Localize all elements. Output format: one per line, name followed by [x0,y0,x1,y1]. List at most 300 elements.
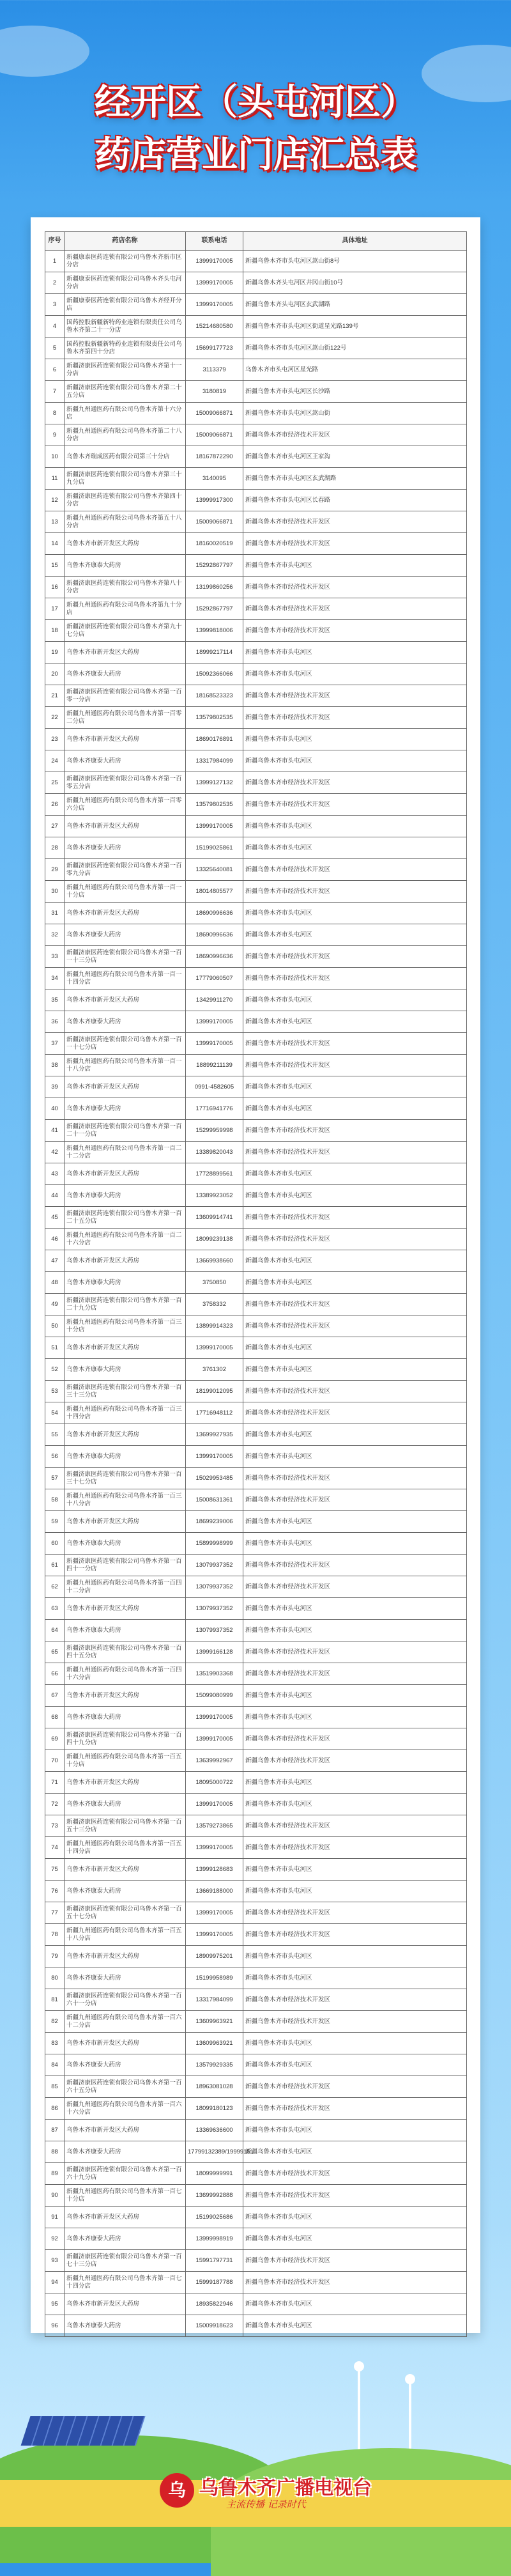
cell-address: 新疆乌鲁木齐市头屯河区 [243,2228,467,2250]
cell-phone: 18095000722 [186,1772,243,1794]
cell-address: 新疆乌鲁木齐市头屯河区长春路 [243,490,467,511]
cell-pharmacy-name: 新疆济康医药连锁有限公司乌鲁木齐第一百七十三分店 [65,2250,186,2272]
cell-pharmacy-name: 乌鲁木齐市新开发区大药房 [65,1511,186,1533]
cell-pharmacy-name: 乌鲁木齐市新开发区大药房 [65,1598,186,1620]
cell-phone: 13519903368 [186,1663,243,1685]
cell-index: 7 [45,381,65,403]
cell-phone: 0991-4582605 [186,1076,243,1098]
cell-phone: 13999170005 [186,1337,243,1359]
table-row [45,446,467,468]
logo-name: 乌鲁木齐广播电视台 [199,2477,372,2499]
cell-index: 46 [45,1229,65,1250]
cell-phone: 13999170005 [186,1033,243,1055]
cell-pharmacy-name: 乌鲁木齐市新开发区大药房 [65,1163,186,1185]
table-row [45,1555,467,1576]
cell-phone: 3180819 [186,381,243,403]
cell-index: 91 [45,2207,65,2228]
table-row [45,1967,467,1989]
table-row [45,1576,467,1598]
cell-address: 新疆乌鲁木齐市经济技术开发区 [243,424,467,446]
cell-index: 3 [45,294,65,316]
cell-address: 新疆乌鲁木齐市头屯河区 [243,1359,467,1381]
cell-address: 新疆乌鲁木齐市头屯河区 [243,1533,467,1555]
table-row [45,1859,467,1881]
cell-pharmacy-name: 新疆济康医药连锁有限公司乌鲁木齐第四十分店 [65,490,186,511]
cell-phone: 13999127132 [186,772,243,794]
cell-phone: 13999170005 [186,1011,243,1033]
cell-pharmacy-name: 乌鲁木齐市新开发区大药房 [65,1946,186,1967]
table-row [45,881,467,903]
cell-pharmacy-name: 新疆九州通医药有限公司乌鲁木齐第一百五十八分店 [65,1924,186,1946]
cell-address: 新疆乌鲁木齐市头屯河区 [243,1707,467,1728]
cell-index: 40 [45,1098,65,1120]
table-row [45,1946,467,1967]
cell-index: 86 [45,2098,65,2120]
table-row [45,2315,467,2337]
cell-address: 新疆乌鲁木齐市经济技术开发区 [243,1315,467,1337]
table-row [45,1250,467,1272]
table-row [45,1598,467,1620]
table-row [45,338,467,359]
cell-phone: 18099239138 [186,1229,243,1250]
cell-index: 42 [45,1142,65,1163]
station-logo [160,2471,370,2510]
table-row [45,924,467,946]
cell-address: 新疆乌鲁木齐市头屯河区 [243,1163,467,1185]
cell-phone: 13699927935 [186,1424,243,1446]
cell-pharmacy-name: 乌鲁木齐康泰大药房 [65,663,186,685]
cell-phone: 13999170005 [186,251,243,272]
cell-address: 新疆乌鲁木齐市头屯河区玄武湖路 [243,468,467,490]
cell-pharmacy-name: 新疆济康医药连锁有限公司乌鲁木齐第一百五十七分店 [65,1902,186,1924]
cell-address: 新疆乌鲁木齐市头屯河区 [243,642,467,663]
cell-address: 新疆乌鲁木齐市头屯河区 [243,1076,467,1098]
cell-pharmacy-name: 乌鲁木齐市新开发区大药房 [65,816,186,837]
cell-pharmacy-name: 新疆济康医药连锁有限公司乌鲁木齐第十一分店 [65,359,186,381]
cell-index: 78 [45,1924,65,1946]
cell-index: 6 [45,359,65,381]
cell-index: 68 [45,1707,65,1728]
cell-phone: 13609963921 [186,2033,243,2054]
table-row [45,1294,467,1315]
cell-index: 94 [45,2272,65,2293]
cell-index: 69 [45,1728,65,1750]
cell-pharmacy-name: 新疆九州通医药有限公司乌鲁木齐第一百二十六分店 [65,1229,186,1250]
cell-phone: 13999170005 [186,272,243,294]
cell-phone: 18014805577 [186,881,243,903]
table-row [45,251,467,272]
cell-pharmacy-name: 新疆济康医药连锁有限公司乌鲁木齐第一百零五分店 [65,772,186,794]
cell-address: 新疆乌鲁木齐市头屯河区 [243,2293,467,2315]
cell-phone: 13079937352 [186,1555,243,1576]
cell-index: 54 [45,1402,65,1424]
cell-address: 新疆乌鲁木齐市头屯河区 [243,924,467,946]
cell-address: 新疆乌鲁木齐市头屯河区 [243,903,467,924]
table-row [45,2293,467,2315]
cell-index: 76 [45,1881,65,1902]
cell-pharmacy-name: 新疆九州通医药有限公司乌鲁木齐第一百零六分店 [65,794,186,816]
table-row [45,359,467,381]
cell-address: 新疆乌鲁木齐市头屯河区 [243,1685,467,1707]
table-row [45,837,467,859]
cell-address: 新疆乌鲁木齐市头屯河区 [243,1967,467,1989]
cell-index: 39 [45,1076,65,1098]
cell-index: 33 [45,946,65,968]
cell-index: 88 [45,2141,65,2163]
cell-pharmacy-name: 新疆九州通医药有限公司乌鲁木齐第一百一十分店 [65,881,186,903]
cell-pharmacy-name: 新疆九州通医药有限公司乌鲁木齐第一百零二分店 [65,707,186,729]
cell-address: 新疆乌鲁木齐市头屯河区街道星光路139号 [243,316,467,338]
cell-pharmacy-name: 乌鲁木齐市新开发区大药房 [65,1424,186,1446]
cell-address: 新疆乌鲁木齐市经济技术开发区 [243,1294,467,1315]
cell-phone: 13999128683 [186,1859,243,1881]
cell-index: 72 [45,1794,65,1815]
cell-phone: 17799132389/19999151 [186,2141,243,2163]
cell-pharmacy-name: 新疆济康医药连锁有限公司乌鲁木齐第二十五分店 [65,381,186,403]
cell-phone: 13999917300 [186,490,243,511]
cell-index: 15 [45,555,65,577]
cell-pharmacy-name: 乌鲁木齐康泰大药房 [65,1967,186,1989]
cell-pharmacy-name: 新疆九州通医药有限公司乌鲁木齐第二十八分店 [65,424,186,446]
table-row [45,1402,467,1424]
cell-address: 新疆乌鲁木齐市经济技术开发区 [243,1489,467,1511]
cell-pharmacy-name: 新疆九州通医药有限公司乌鲁木齐第九十分店 [65,598,186,620]
cell-address: 新疆乌鲁木齐市头屯河区 [243,555,467,577]
cell-address: 新疆乌鲁木齐市头屯河区 [243,989,467,1011]
cell-pharmacy-name: 新疆济康医药连锁有限公司乌鲁木齐第一百五十三分店 [65,1815,186,1837]
cell-index: 21 [45,685,65,707]
cell-index: 75 [45,1859,65,1881]
cell-pharmacy-name: 新疆济康医药连锁有限公司乌鲁木齐第一百二十九分店 [65,1294,186,1315]
cell-address: 新疆乌鲁木齐市头屯河区 [243,837,467,859]
cell-pharmacy-name: 乌鲁木齐康泰大药房 [65,1881,186,1902]
cell-index: 32 [45,924,65,946]
cell-phone: 17716941776 [186,1098,243,1120]
cell-address: 新疆乌鲁木齐市经济技术开发区 [243,577,467,598]
cell-pharmacy-name: 新疆济康医药连锁有限公司乌鲁木齐第一百六十一分店 [65,1989,186,2011]
table-row [45,1989,467,2011]
table-row [45,1446,467,1468]
cell-pharmacy-name: 新疆济康医药连锁有限公司乌鲁木齐第一百六十五分店 [65,2076,186,2098]
cell-address: 新疆乌鲁木齐市经济技术开发区 [243,1142,467,1163]
cell-pharmacy-name: 乌鲁木齐康泰大药房 [65,1098,186,1120]
cell-pharmacy-name: 新疆济康医药连锁有限公司乌鲁木齐第八十分店 [65,577,186,598]
table-row [45,1120,467,1142]
cell-phone: 15999187788 [186,2272,243,2293]
cell-phone: 18935822946 [186,2293,243,2315]
cell-pharmacy-name: 新疆济康医药连锁有限公司乌鲁木齐第一百二十一分店 [65,1120,186,1142]
table-row [45,620,467,642]
cell-phone: 18690996636 [186,924,243,946]
cell-phone: 13669938660 [186,1250,243,1272]
cell-address: 新疆乌鲁木齐市头屯河区 [243,1272,467,1294]
cell-pharmacy-name: 新疆九州通医药有限公司乌鲁木齐第一百三十八分店 [65,1489,186,1511]
cell-phone: 13999170005 [186,1902,243,1924]
cell-address: 新疆乌鲁木齐市经济技术开发区 [243,1750,467,1772]
cell-address: 新疆乌鲁木齐市头屯河区 [243,1946,467,1967]
table-row [45,1315,467,1337]
cell-address: 新疆乌鲁木齐市经济技术开发区 [243,794,467,816]
cell-pharmacy-name: 新疆九州通医药有限公司乌鲁木齐第五十八分店 [65,511,186,533]
table-row [45,685,467,707]
cell-pharmacy-name: 新疆九州通医药有限公司乌鲁木齐第一百四十六分店 [65,1663,186,1685]
cell-address: 新疆乌鲁木齐市头屯河区 [243,2120,467,2141]
solar-panel-icon [21,2416,146,2446]
cell-phone: 3758332 [186,1294,243,1315]
cell-index: 48 [45,1272,65,1294]
cell-phone: 17779060507 [186,968,243,989]
cell-index: 24 [45,750,65,772]
header-pharmacy-name: 药店名称 [65,232,186,251]
cell-index: 41 [45,1120,65,1142]
table-row [45,1424,467,1446]
cell-phone: 13579802535 [186,707,243,729]
table-row [45,1663,467,1685]
cell-address: 新疆乌鲁木齐市经济技术开发区 [243,1555,467,1576]
table-row [45,1185,467,1207]
cell-pharmacy-name: 新疆九州通医药有限公司乌鲁木齐第一百七十四分店 [65,2272,186,2293]
cell-phone: 13999166128 [186,1641,243,1663]
cell-index: 43 [45,1163,65,1185]
cell-index: 37 [45,1033,65,1055]
cell-index: 12 [45,490,65,511]
cell-phone: 3761302 [186,1359,243,1381]
cell-index: 59 [45,1511,65,1533]
cell-phone: 13999170005 [186,1837,243,1859]
cell-address: 新疆乌鲁木齐市经济技术开发区 [243,598,467,620]
cell-address: 新疆乌鲁木齐市头屯河区 [243,729,467,750]
table-row [45,2272,467,2293]
cell-pharmacy-name: 乌鲁木齐康泰大药房 [65,1011,186,1033]
cell-pharmacy-name: 新疆九州通医药有限公司乌鲁木齐第一百一十四分店 [65,968,186,989]
cell-pharmacy-name: 国药控股新疆新特药业连锁有限责任公司乌鲁木齐第四十分店 [65,338,186,359]
cell-phone: 13999170005 [186,1728,243,1750]
table-card [31,217,480,2333]
table-row [45,1163,467,1185]
cell-index: 27 [45,816,65,837]
cell-pharmacy-name: 乌鲁木齐市新开发区大药房 [65,1772,186,1794]
cell-index: 29 [45,859,65,881]
cell-pharmacy-name: 乌鲁木齐康泰大药房 [65,2141,186,2163]
table-row [45,2250,467,2272]
cell-phone: 18963081028 [186,2076,243,2098]
cell-address: 新疆乌鲁木齐市头屯河区 [243,750,467,772]
table-row [45,707,467,729]
cell-phone: 18690996636 [186,946,243,968]
cell-phone: 15008631361 [186,1489,243,1511]
table-row [45,294,467,316]
cell-index: 11 [45,468,65,490]
cell-index: 14 [45,533,65,555]
cell-address: 新疆乌鲁木齐市头屯河区 [243,2054,467,2076]
page-title [0,77,511,182]
cell-address: 新疆乌鲁木齐市经济技术开发区 [243,1229,467,1250]
cell-pharmacy-name: 新疆济康医药连锁有限公司乌鲁木齐第一百四十九分店 [65,1728,186,1750]
table-row [45,1098,467,1120]
cell-address: 新疆乌鲁木齐市经济技术开发区 [243,2185,467,2207]
table-row [45,2163,467,2185]
cell-address: 新疆乌鲁木齐市经济技术开发区 [243,707,467,729]
cell-index: 49 [45,1294,65,1315]
cell-phone: 13389820043 [186,1142,243,1163]
table-row [45,1207,467,1229]
cell-address: 新疆乌鲁木齐市经济技术开发区 [243,1468,467,1489]
cell-pharmacy-name: 新疆济康医药连锁有限公司乌鲁木齐第九十七分店 [65,620,186,642]
cell-pharmacy-name: 乌鲁木齐市新开发区大药房 [65,989,186,1011]
cell-address: 新疆乌鲁木齐市经济技术开发区 [243,1837,467,1859]
cell-index: 36 [45,1011,65,1033]
cell-phone: 13579802535 [186,794,243,816]
cell-phone: 18699239006 [186,1511,243,1533]
cell-address: 新疆乌鲁木齐市头屯河区 [243,1859,467,1881]
logo-slogan: 主流传播 记录时代 [226,2499,306,2510]
cell-phone: 15214680580 [186,316,243,338]
cell-pharmacy-name: 新疆济康医药连锁有限公司乌鲁木齐第一百四十一分店 [65,1555,186,1576]
table-row [45,1337,467,1359]
table-row [45,1489,467,1511]
cell-address: 新疆乌鲁木齐头屯河区井冈山街10号 [243,272,467,294]
cell-pharmacy-name: 新疆九州通医药有限公司乌鲁木齐第一百五十分店 [65,1750,186,1772]
cell-index: 62 [45,1576,65,1598]
cell-phone: 15009066871 [186,511,243,533]
cell-address: 新疆乌鲁木齐市头屯河区 [243,1772,467,1794]
cell-pharmacy-name: 乌鲁木齐市新开发区大药房 [65,903,186,924]
cell-index: 22 [45,707,65,729]
cell-address: 新疆乌鲁木齐市头屯河区 [243,1011,467,1033]
cell-address: 新疆乌鲁木齐市经济技术开发区 [243,772,467,794]
cell-phone: 15199025861 [186,837,243,859]
table-row [45,1772,467,1794]
cell-address: 新疆乌鲁木齐市经济技术开发区 [243,2076,467,2098]
cell-pharmacy-name: 乌鲁木齐市新开发区大药房 [65,1076,186,1098]
cell-phone: 13999170005 [186,294,243,316]
cell-index: 4 [45,316,65,338]
table-row [45,1381,467,1402]
cell-phone: 13579929335 [186,2054,243,2076]
cell-address: 新疆乌鲁木齐市头屯河区王家沟 [243,446,467,468]
cell-pharmacy-name: 新疆九州通医药有限公司乌鲁木齐第十六分店 [65,403,186,424]
cell-index: 2 [45,272,65,294]
cell-address: 新疆乌鲁木齐市头屯河区 [243,2033,467,2054]
table-row [45,1229,467,1250]
cell-address: 新疆乌鲁木齐市经济技术开发区 [243,859,467,881]
cell-phone: 13199860256 [186,577,243,598]
cell-index: 60 [45,1533,65,1555]
cell-index: 28 [45,837,65,859]
wind-turbine-icon [358,2365,360,2461]
cell-phone: 15292867797 [186,555,243,577]
header-phone: 联系电话 [186,232,243,251]
table-row [45,1055,467,1076]
table-row [45,1511,467,1533]
table-header-row [45,232,467,251]
cell-index: 66 [45,1663,65,1685]
pharmacy-table [45,231,467,2337]
table-row [45,989,467,1011]
cell-phone: 3113379 [186,359,243,381]
cell-pharmacy-name: 乌鲁木齐康泰大药房 [65,2054,186,2076]
cell-phone: 13999170005 [186,1924,243,1946]
table-row [45,1881,467,1902]
cell-pharmacy-name: 新疆济康医药连锁有限公司乌鲁木齐第一百零一分店 [65,685,186,707]
table-row [45,663,467,685]
cell-address: 新疆乌鲁木齐市经济技术开发区 [243,1055,467,1076]
cell-index: 67 [45,1685,65,1707]
table-row [45,859,467,881]
table-row [45,1076,467,1098]
table-row [45,490,467,511]
table-row [45,1837,467,1859]
cell-index: 31 [45,903,65,924]
cell-address: 新疆乌鲁木齐市头屯河区 [243,2141,467,2163]
cell-pharmacy-name: 新疆济康医药连锁有限公司乌鲁木齐第一百一十三分店 [65,946,186,968]
table-row [45,2076,467,2098]
cell-address: 新疆乌鲁木齐市经济技术开发区 [243,946,467,968]
cell-index: 89 [45,2163,65,2185]
cell-pharmacy-name: 乌鲁木齐市新开发区大药房 [65,2033,186,2054]
cell-pharmacy-name: 新疆济康医药连锁有限公司乌鲁木齐第一百六十九分店 [65,2163,186,2185]
table-row [45,750,467,772]
table-row [45,1468,467,1489]
cell-pharmacy-name: 乌鲁木齐市新开发区大药房 [65,2207,186,2228]
table-row [45,794,467,816]
cell-address: 新疆乌鲁木齐市经济技术开发区 [243,1924,467,1946]
cell-pharmacy-name: 乌鲁木齐市新开发区大药房 [65,1337,186,1359]
cell-pharmacy-name: 乌鲁木齐市新开发区大药房 [65,1859,186,1881]
cell-index: 35 [45,989,65,1011]
cell-pharmacy-name: 乌鲁木齐康泰大药房 [65,1620,186,1641]
cell-pharmacy-name: 乌鲁木齐康泰大药房 [65,837,186,859]
cell-phone: 13325640081 [186,859,243,881]
cell-pharmacy-name: 新疆康泰医药连锁有限公司乌鲁木齐头屯河分店 [65,272,186,294]
cell-address: 新疆乌鲁木齐市经济技术开发区 [243,685,467,707]
table-row [45,1924,467,1946]
table-row [45,381,467,403]
cell-phone: 15099080999 [186,1685,243,1707]
cell-phone: 18899211139 [186,1055,243,1076]
cell-phone: 13317984099 [186,750,243,772]
table-row [45,1707,467,1728]
table-row [45,598,467,620]
table-row [45,424,467,446]
cell-address: 新疆乌鲁木齐市经济技术开发区 [243,511,467,533]
table-row [45,403,467,424]
cell-pharmacy-name: 乌鲁木齐康泰大药房 [65,1359,186,1381]
cell-address: 新疆乌鲁木齐市头屯河区 [243,1598,467,1620]
cell-index: 9 [45,424,65,446]
cell-address: 新疆乌鲁木齐头屯河区玄武湖路 [243,294,467,316]
cell-phone: 13699992888 [186,2185,243,2207]
cell-pharmacy-name: 新疆九州通医药有限公司乌鲁木齐第一百一十八分店 [65,1055,186,1076]
cell-phone: 13079937352 [186,1576,243,1598]
cell-phone: 13079937352 [186,1620,243,1641]
cell-index: 52 [45,1359,65,1381]
header-index: 序号 [45,232,65,251]
cell-index: 63 [45,1598,65,1620]
cell-phone: 13899914323 [186,1315,243,1337]
cell-phone: 13579273865 [186,1815,243,1837]
cell-index: 10 [45,446,65,468]
table-row [45,1359,467,1381]
table-row [45,2011,467,2033]
cell-index: 96 [45,2315,65,2337]
cell-address: 新疆乌鲁木齐市头屯河区 [243,1185,467,1207]
cell-address: 新疆乌鲁木齐市经济技术开发区 [243,1033,467,1055]
cell-address: 新疆乌鲁木齐市经济技术开发区 [243,2272,467,2293]
cell-phone: 18167872290 [186,446,243,468]
cloud-decoration [0,26,89,77]
cell-phone: 18690996636 [186,903,243,924]
